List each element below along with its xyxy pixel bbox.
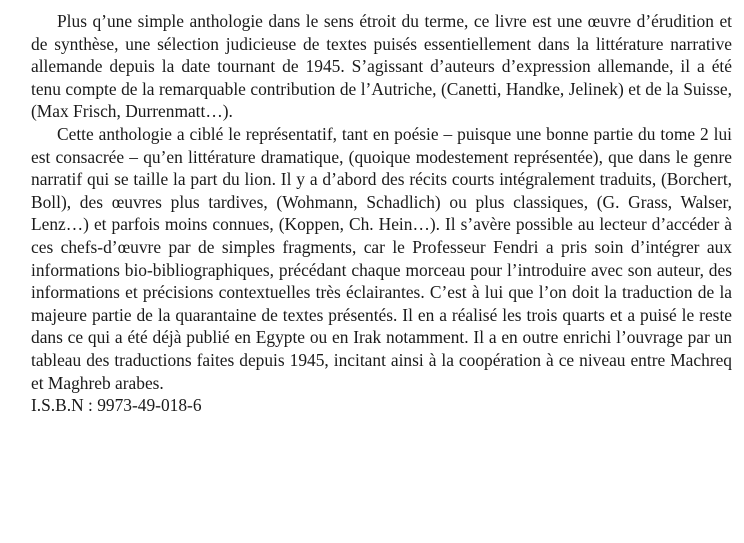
- paragraph-anthology: Cette anthologie a ciblé le représentatif, tant en poésie – puisque une bonne partie du tome 2 lui est consacrée – qu’en littérature dramatique, (quoique modestement représentée), que dans le genre narratif qui se taille la part du lion. Il y a d’abord des récits courts intégralement traduits, (Borchert, Boll), des œuvres plus tardives, (Wohmann, Schadlich) ou plus classiques, (G. Grass, Walser, Lenz…) et parfois moins connues, (Koppen, Ch. Hein…). Il s’avère possible au lecteur d’accéder à ces chefs-d’œuvre par de simples fragments, car le Professeur Fendri a pris soin d’intégrer aux informations bio-bibliographiques, précédant chaque morceau pour l’introduire avec son auteur, des informations et précisions contextuelles très éclairantes. C’est à lui que l’on doit la traduction de la majeure partie de la quarantaine de textes présentés. Il en a réalisé les trois quarts et a puisé le reste dans ce qui a été déjà publié en Egypte ou en Irak notamment. Il a en outre enrichi l’ouvrage par un tableau des traductions faites depuis 1945, incitant ainsi à la coopération à ce niveau entre Machreq et Maghreb arabes.: [31, 123, 732, 393]
- paragraph-intro: Plus q’une simple anthologie dans le sens étroit du terme, ce livre est une œuvre d’érudition et de synthèse, une sélection judicieuse de textes puisés essentiellement dans la littérature narrative allemande depuis la date tournant de 1945. S’agissant d’auteurs d’expression allemande, il a été tenu compte de la remarquable contribution de l’Autriche, (Canetti, Handke, Jelinek) et de la Suisse, (Max Frisch, Durrenmatt…).: [31, 11, 732, 122]
- isbn-line: I.S.B.N : 9973-49-018-6: [31, 395, 202, 416]
